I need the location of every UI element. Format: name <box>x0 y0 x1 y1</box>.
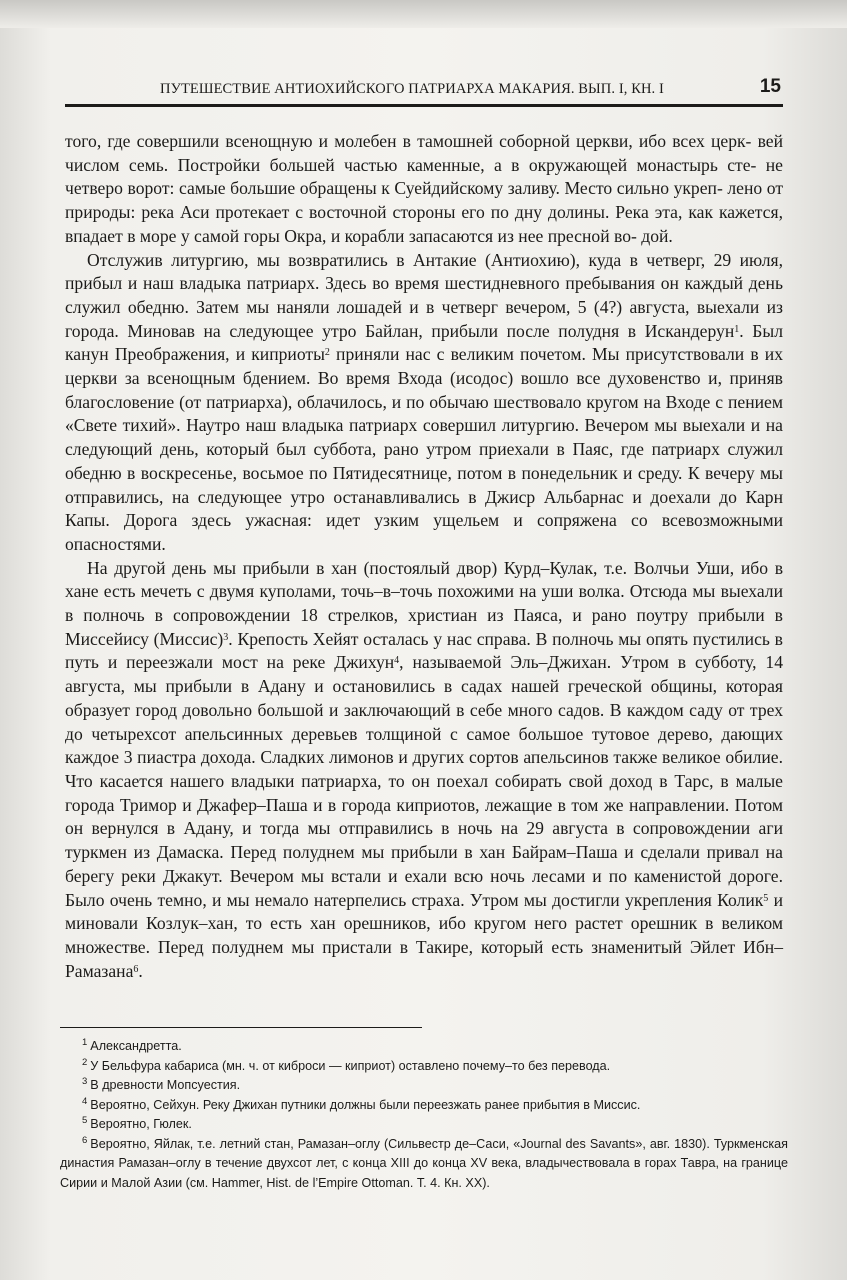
footnote-text: В древности Мопсуестия. <box>90 1078 241 1092</box>
paragraph-1 <box>65 130 783 249</box>
footnote-1 <box>60 1037 788 1057</box>
footnote-number: 2 <box>82 1056 88 1068</box>
text-run: приняли нас с великим почетом. Мы присутствовали в их церкви за всенощным бдением. Во время Входа (исодос) вошло все духовенство и, приняв благословение (от патриарха), облачилось, и по обычаю шествовало кругом на Входе с пением «Свете тихий». Наутро наш владыка патриарх совершил литургию. Вечером мы выехали и на следующий день, который был суббота, рано утром приехали в Паяс, где патриарх служил обедню в воскресенье, восьмое по Пятидесятнице, потом в понедельник и среду. К вечеру мы отправились, на следующее утро останавливались в Джиср Альбарнас и доехали до Карн Капы. Дорога здесь ужасная: идет узким ущельем и сопряжена со всевозможными опасностями. <box>65 344 783 554</box>
footnote-ref-4: 4 <box>394 655 400 667</box>
footnote-2 <box>60 1057 788 1077</box>
text-run: . Был канун Преображения, и киприоты <box>65 320 783 365</box>
footnote-number: 5 <box>82 1115 88 1126</box>
text-line: лено от природы: река Аси протекает с восточной стороны его по дну долины. Река эта, <box>65 178 784 223</box>
footnote-text: У Бельфура кабариса (мн. ч. от киброси — киприот) оставлено почему–то без перевода. <box>90 1058 611 1073</box>
text-run: и миновали Козлук–хан, то есть хан орешников, ибо кругом него растет орешник в великом множестве. Перед полуднем мы пристали в Такире, который есть знаменитый Эйлет Ибн–Рамазана <box>65 889 783 981</box>
footnote-number: 6 <box>82 1134 88 1146</box>
footnote-number: 1 <box>82 1037 88 1048</box>
footnote-text: Александретта. <box>90 1039 182 1053</box>
footnote-text: Вероятно, Гюлек. <box>90 1117 192 1131</box>
paragraph-2 <box>65 249 783 557</box>
text-line: вей числом семь. Постройки большей частью каменные, а в окружающей монастырь сте- <box>65 131 784 175</box>
running-title: ПУТЕШЕСТВИЕ АНТИОХИЙСКОГО ПАТРИАРХА МАКАРИЯ. ВЫП. I, КН. I <box>160 81 664 97</box>
footnote-text: Вероятно, Сейхун. Реку Джихан путники должны были переезжать ранее прибытия в Миссис. <box>90 1097 641 1112</box>
text-line: дой. <box>641 225 673 246</box>
text-run: , называемой Эль–Джихан. Утром в субботу, 14 августа, мы прибыли в Адану и остановились в садах нашей греческой общины, которая образует город довольно большой и заключающий в себе много садов. В каждом саду от трех до четырехсот апельсинных деревьев толщиной с самое большое тутовое дерево, дающих каждое 3 пиастра дохода. Сладких лимонов и других сортов апельсинов также великое обилие. Что касается нашего владыки патриарха, то он поехал собирать свой доход в Тарс, в малые города Тримор и Джафер–Паша и в города киприотов, лежащие в том же направлении. Потом он вернулся в Адану, и тогда мы отправились в ночь на 29 августа в сопровождении аги туркмен из Дамаска. Перед полуднем мы прибыли в хан Байрам–Паша и сделали привал на берегу реки Джакут. Вечером мы встали и ехали всю ночь лесами и по каменистой дороге. Было очень темно, и мы немало натерпелись страха. Утром мы достигли укрепления Колик <box>65 652 783 910</box>
footnote-ref-3: 3 <box>223 631 229 643</box>
footnote-ref-5: 5 <box>763 892 769 904</box>
footnote-5 <box>60 1115 788 1135</box>
page-number: 15 <box>759 76 781 97</box>
text-run: . <box>138 960 143 981</box>
footnote-number: 4 <box>82 1095 88 1107</box>
footnote-text: Вероятно, Яйлак, т.е. летний стан, Рамазан–оглу (Сильвестр де–Саси, «Journal des Savants», авг. 1830). Туркменская династия Рамазан–оглу в течение двухсот лет, с конца XIII до конца XV века, владычествовала в горах Тавра, на границе Сирии и Малой Азии (см. Hammer, Hist. de l’Empire Ottoman. Т. 4. Кн. XX). <box>60 1136 788 1190</box>
paragraph-3 <box>65 557 783 984</box>
footnote-separator <box>60 1027 422 1028</box>
text-run: . Крепость Хейят осталась у нас справа. В полночь мы опять пустились в путь и переезжали мост на реке Джихун <box>65 628 783 673</box>
text-run: Отслужив литургию, мы возвратились в Антакие (Антиохию), куда в четверг, 29 июля, прибыл и наш владыка патриарх. Здесь во время шестидневного пребывания он каждый день служил обедню. Затем мы наняли лошадей и в четверг вечером, 5 (4?) августа, выехали из города. Миновав на следующее утро Байлан, прибыли после полудня в Искандерун <box>65 249 783 341</box>
footnotes <box>60 1037 788 1193</box>
text-run: На другой день мы прибыли в хан (постоялый двор) Курд–Кулак, т.е. Волчьи Уши, ибо в хане есть мечеть с двумя куполами, точь–в–точь похожими на уши волка. Отсюда мы выехали в полночь в сопровождении 18 стрелков, христиан из Паяса, и рано поутру прибыли в Миссейису (Миссис) <box>65 557 783 649</box>
text-line: как кажется, впадает в море у самой горы Окра, и корабли запасаются из нее пресной во- <box>65 202 783 246</box>
text-line: не четверо ворот: самые большие обращены к Суейдийскому заливу. Место сильно укреп- <box>65 154 783 199</box>
footnote-3 <box>60 1076 788 1096</box>
footnote-ref-6: 6 <box>133 963 139 975</box>
footnote-4 <box>60 1096 788 1116</box>
footnote-6 <box>60 1135 788 1194</box>
main-text <box>65 130 783 983</box>
text-line: того, где совершили всенощную и молебен в тамошней соборной церкви, ибо всех церк- <box>65 131 752 151</box>
footnote-ref-2: 2 <box>324 347 330 359</box>
page-top-shadow <box>0 0 847 28</box>
footnote-number: 3 <box>82 1076 88 1087</box>
footnote-ref-1: 1 <box>734 323 740 335</box>
running-header <box>65 78 783 107</box>
